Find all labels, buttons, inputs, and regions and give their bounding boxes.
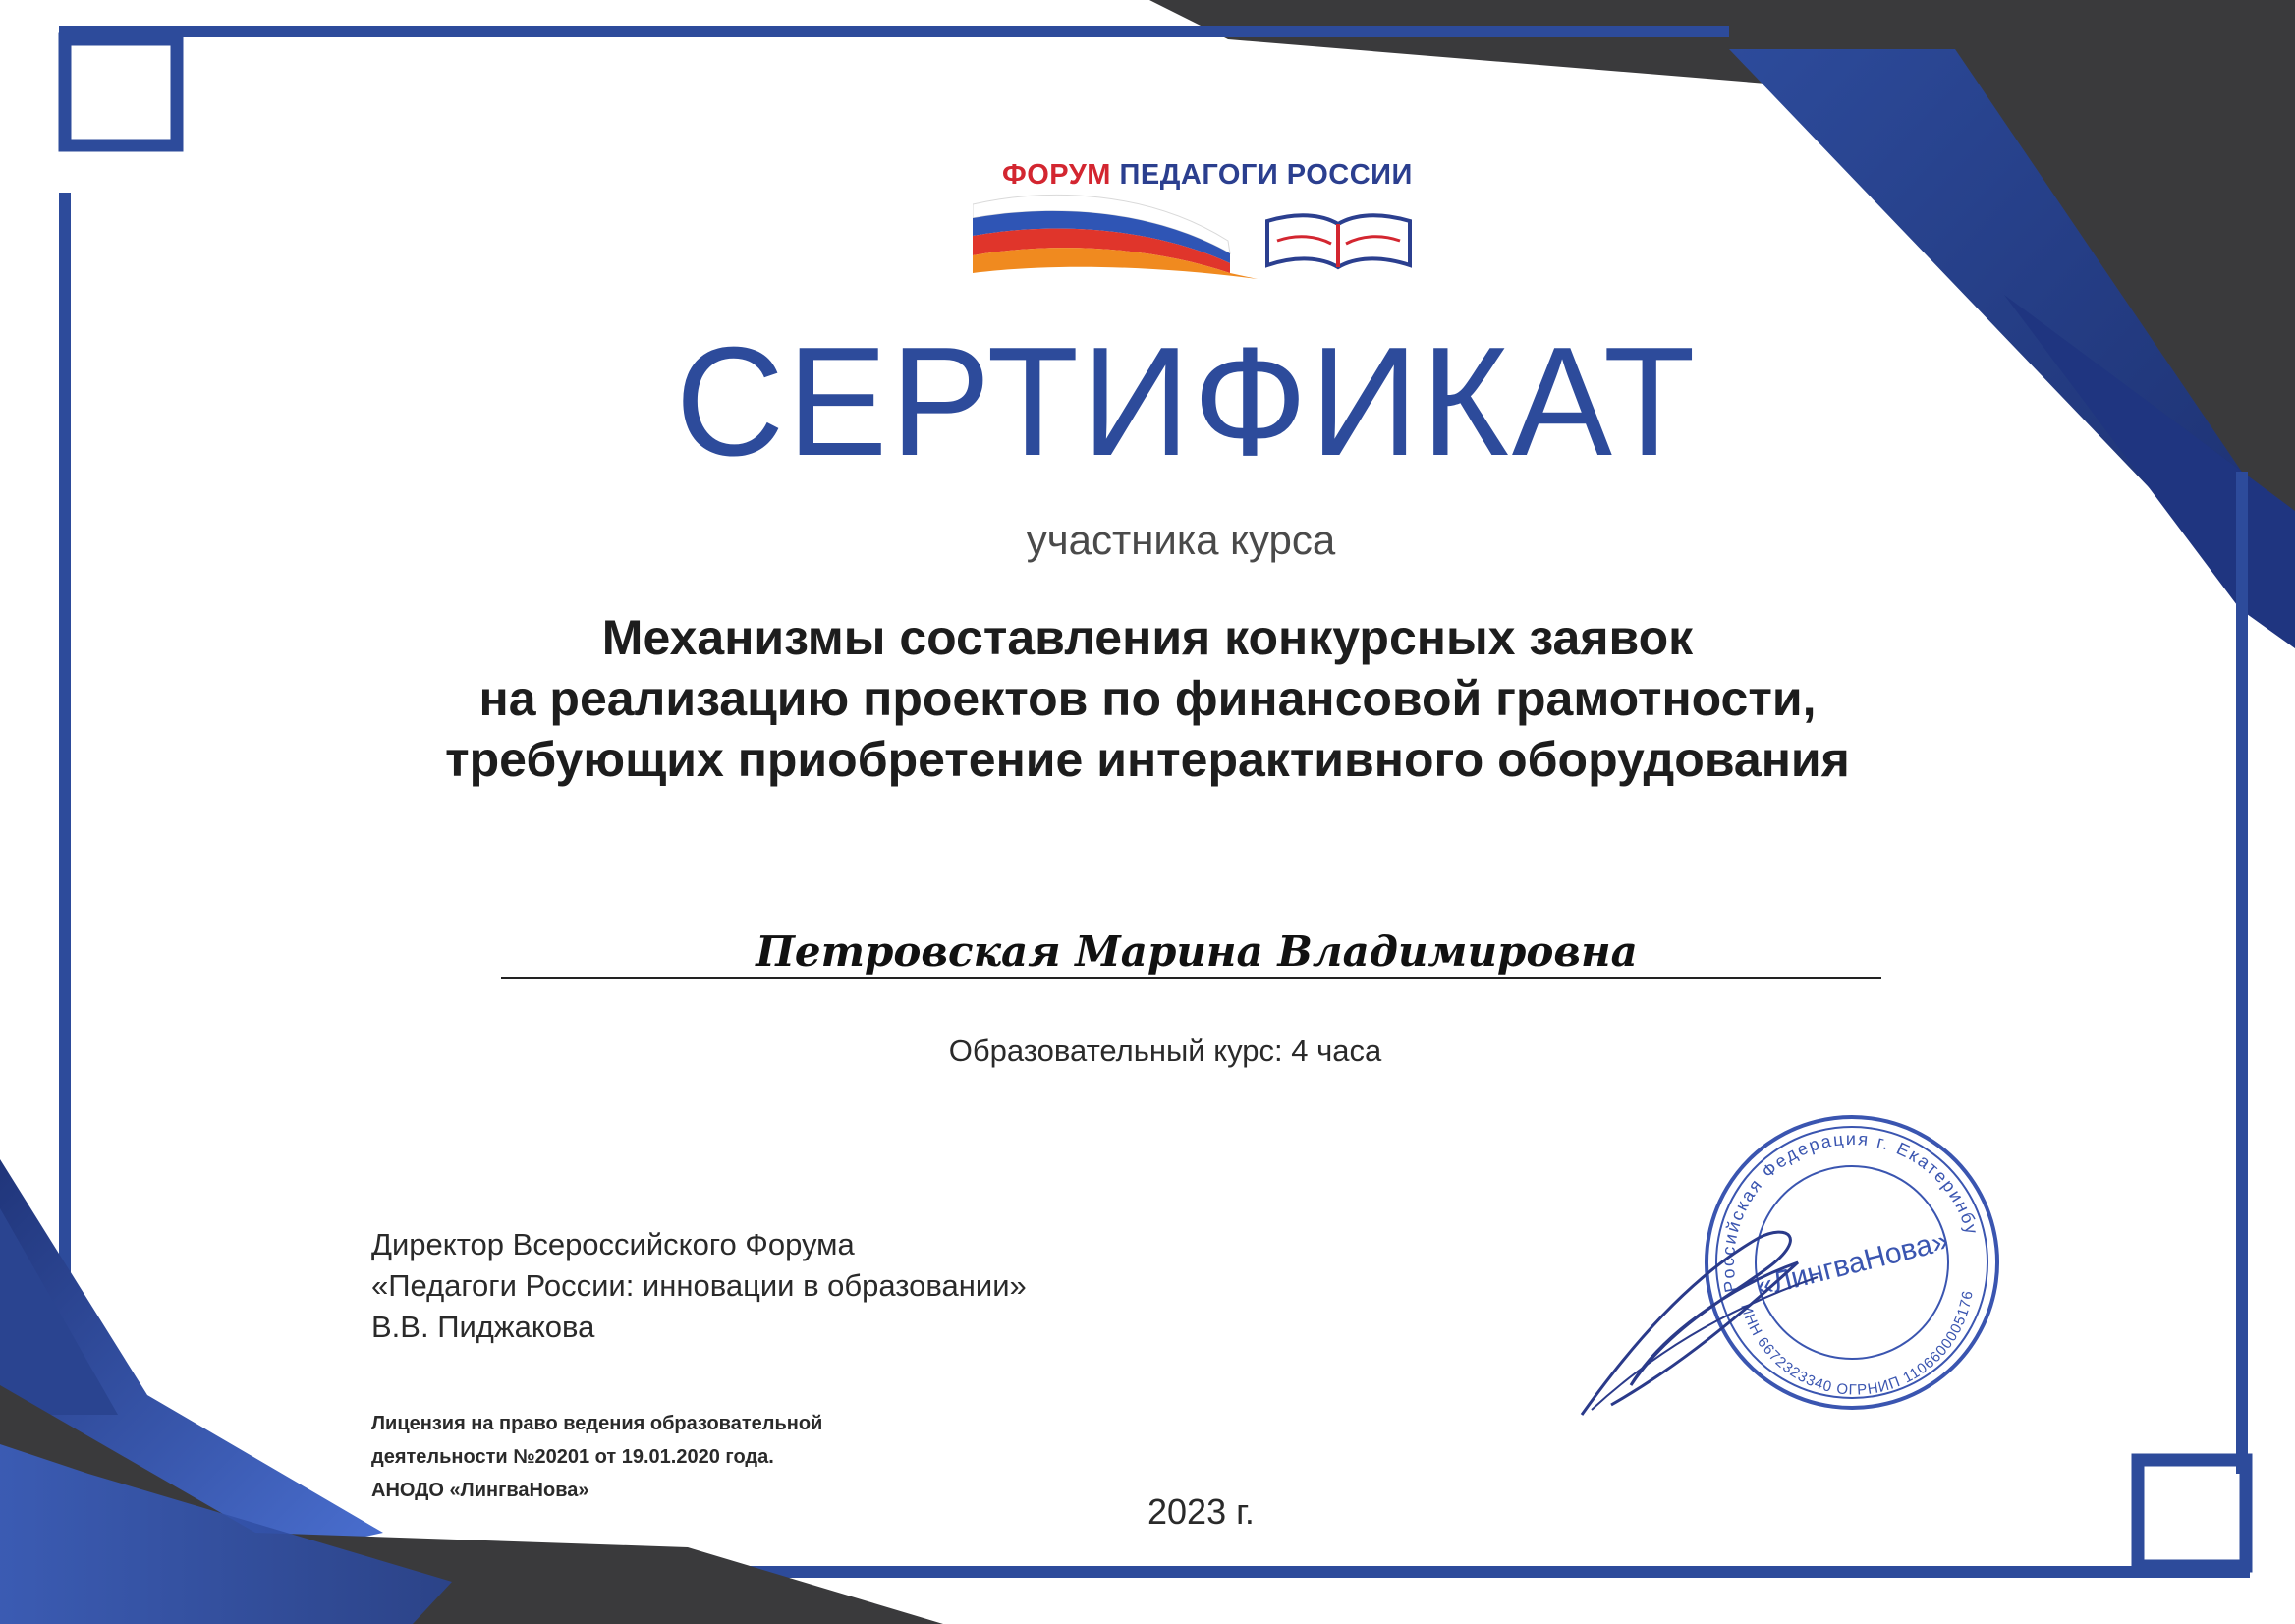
logo-word-rest: ПЕДАГОГИ РОССИИ xyxy=(1119,159,1413,191)
square-top-left xyxy=(65,39,177,145)
certificate-subtitle: участника курса xyxy=(1026,517,1336,563)
course-hours: Образовательный курс: 4 часа xyxy=(948,1034,1382,1068)
license-line-3: АНОДО «ЛингваНова» xyxy=(371,1480,589,1501)
stamp-ring-top: Российская Федерация г. Екатеринбург xyxy=(1717,1128,1983,1295)
stamp-seal xyxy=(1572,1091,2004,1434)
stamp-ring-bottom: ИНН 6672323340 ОГРНИП 1106600005176 xyxy=(1737,1288,1977,1399)
director-block xyxy=(371,1224,1027,1348)
course-title-line-1: Механизмы составления конкурсных заявок xyxy=(601,610,1694,665)
recipient-name: Петровская Марина Владимировна xyxy=(756,927,1638,976)
director-line-3: В.В. Пиджакова xyxy=(371,1310,595,1344)
square-bottom-right xyxy=(2138,1460,2246,1566)
frame-bottom-line xyxy=(688,1566,2250,1578)
certificate-title: СЕРТИФИКАТ xyxy=(675,315,1699,488)
license-block xyxy=(371,1407,822,1507)
logo-text xyxy=(1002,159,1413,192)
course-title-line-3: требующих приобретение интерактивного оборудования xyxy=(445,732,1850,787)
frame-top-line xyxy=(59,26,1729,37)
course-title-line-2: на реализацию проектов по финансовой грамотности, xyxy=(478,671,1817,726)
license-line-1: Лицензия на право ведения образовательной xyxy=(371,1413,823,1434)
forum-logo xyxy=(973,147,1415,285)
license-line-2: деятельности №20201 от 19.01.2020 года. xyxy=(371,1446,774,1468)
stamp-center-text: «ЛингваНова» xyxy=(1753,1224,1952,1304)
signature xyxy=(1582,1232,1798,1415)
logo-word-forum: ФОРУМ xyxy=(1002,159,1111,191)
director-line-2: «Педагоги России: инновации в образовании» xyxy=(371,1268,1027,1303)
certificate-year: 2023 г. xyxy=(1148,1491,1255,1532)
name-underline xyxy=(501,977,1881,979)
director-line-1: Директор Всероссийского Форума xyxy=(371,1227,855,1261)
